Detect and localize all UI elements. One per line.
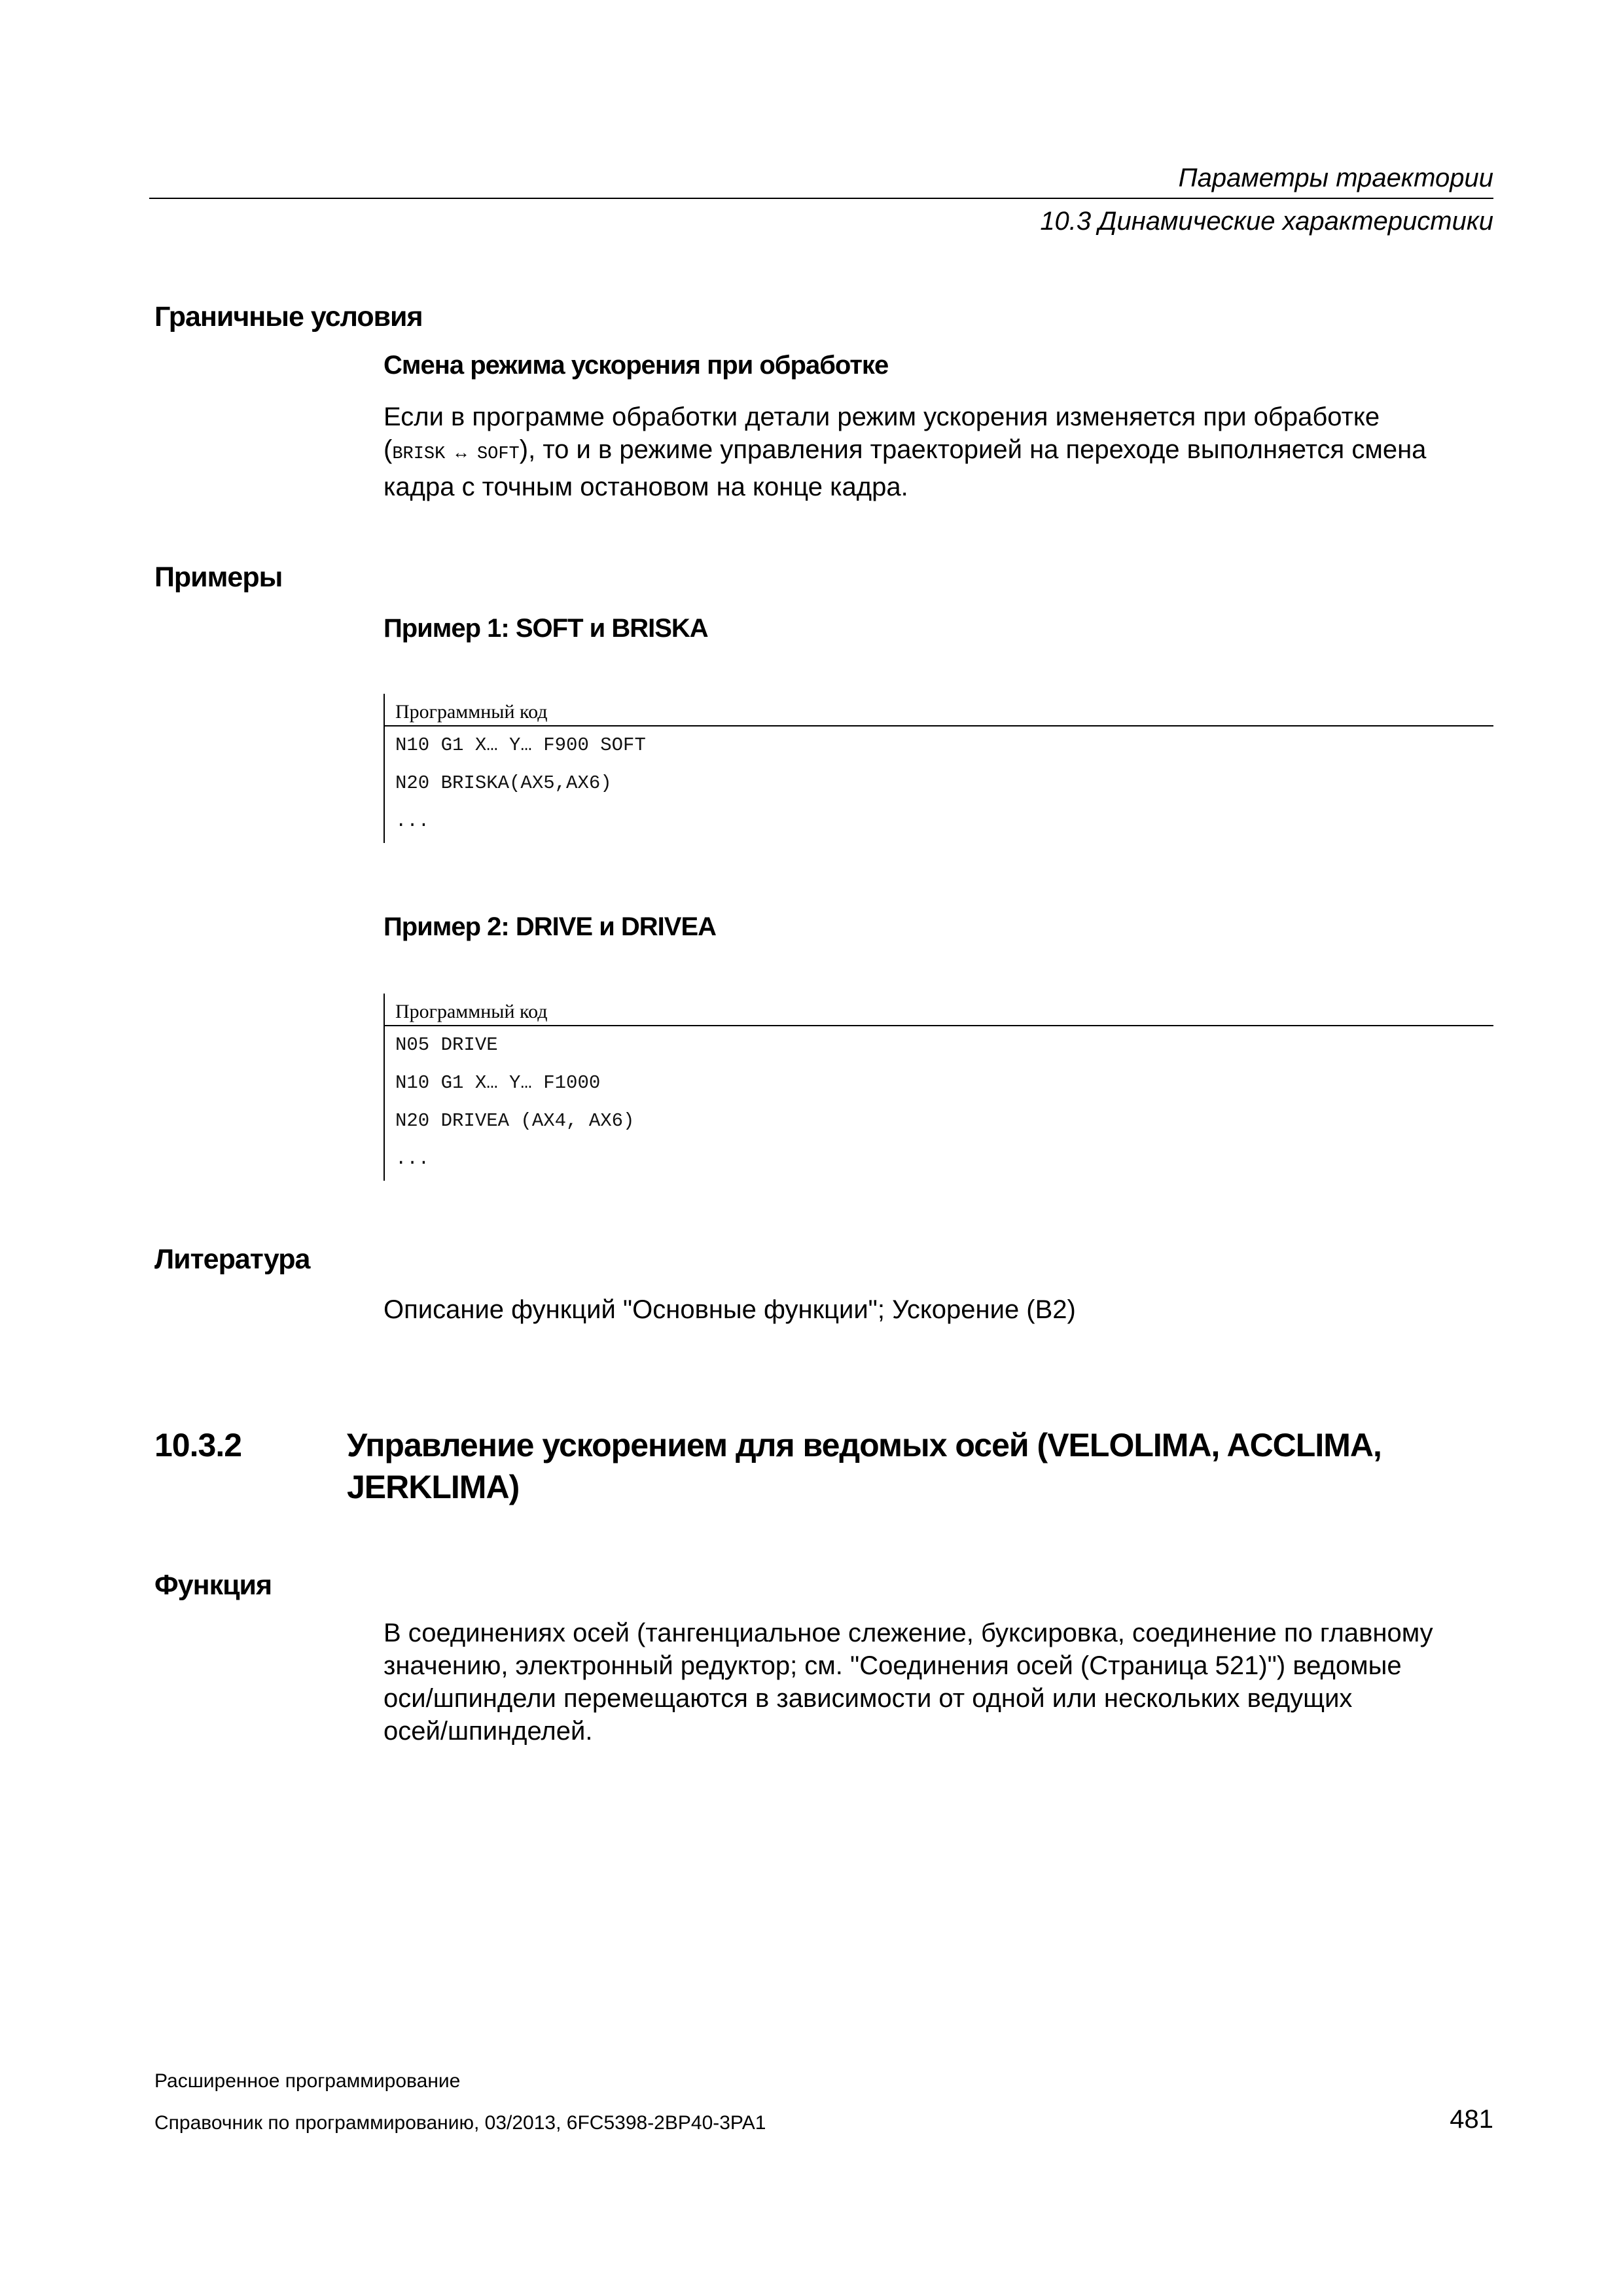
footer-book-title: Расширенное программирование xyxy=(154,2070,461,2092)
code-line: N20 BRISKA(AX5,AX6) xyxy=(395,772,612,794)
brisk-soft-code: BRISK ↔ SOFT xyxy=(392,444,520,464)
example2-title: Пример 2: DRIVE и DRIVEA xyxy=(383,912,717,941)
header-rule xyxy=(149,198,1493,199)
paren-open: ( xyxy=(383,435,393,464)
function-line: оси/шпиндели перемещаются в зависимости от одной или нескольких ведущих xyxy=(383,1684,1353,1713)
literature-text: Описание функций "Основные функции"; Ускорение (B2) xyxy=(383,1295,1076,1324)
function-line: осей/шпинделей. xyxy=(383,1717,593,1746)
boundary-line-2-rest: ), то и в режиме управления траекторией на переходе выполняется смена xyxy=(519,435,1427,464)
section-title xyxy=(347,1424,1459,1508)
example1-code-header: Программный код xyxy=(385,694,1493,726)
example2-code-header: Программный код xyxy=(385,994,1493,1026)
code-line: ... xyxy=(395,1148,430,1170)
boundary-paragraph xyxy=(383,401,1496,503)
examples-heading: Примеры xyxy=(154,562,283,593)
example1-title: Пример 1: SOFT и BRISKA xyxy=(383,614,708,643)
code-line: N10 G1 X… Y… F900 SOFT xyxy=(395,734,646,756)
literature-heading: Литература xyxy=(154,1244,310,1275)
code-line: N20 DRIVEA (AX4, AX6) xyxy=(395,1110,635,1132)
example1-code-table xyxy=(383,694,1493,843)
footer-manual-info: Справочник по программированию, 03/2013, 6FC5398-2BP40-3PA1 xyxy=(154,2112,766,2134)
function-line: В соединениях осей (тангенциальное слежение, буксировка, соединение по главному xyxy=(383,1619,1433,1647)
boundary-line-3: кадра с точным остановом на конце кадра. xyxy=(383,473,908,501)
section-title-line-2: JERKLIMA) xyxy=(347,1469,520,1505)
running-header-chapter: Параметры траектории xyxy=(1178,164,1493,192)
boundary-line-1: Если в программе обработки детали режим ускорения изменяется при обработке xyxy=(383,403,1380,431)
acceleration-mode-subheading: Смена режима ускорения при обработке xyxy=(383,351,889,380)
boundary-conditions-heading: Граничные условия xyxy=(154,301,423,332)
function-line: значению, электронный редуктор; см. "Соединения осей (Страница 521)") ведомые xyxy=(383,1651,1402,1680)
running-header-section: 10.3 Динамические характеристики xyxy=(1040,207,1493,236)
code-line: N10 G1 X… Y… F1000 xyxy=(395,1072,601,1094)
code-line: N05 DRIVE xyxy=(395,1034,498,1056)
example2-code-table xyxy=(383,994,1493,1181)
function-heading: Функция xyxy=(154,1570,272,1601)
section-number: 10.3.2 xyxy=(154,1427,242,1463)
section-title-line-1: Управление ускорением для ведомых осей (VELOLIMA, ACCLIMA, xyxy=(347,1427,1382,1463)
page-number: 481 xyxy=(1450,2105,1493,2134)
function-paragraph xyxy=(383,1617,1496,1748)
boundary-line-2 xyxy=(383,433,1496,471)
code-line: ... xyxy=(395,810,430,832)
